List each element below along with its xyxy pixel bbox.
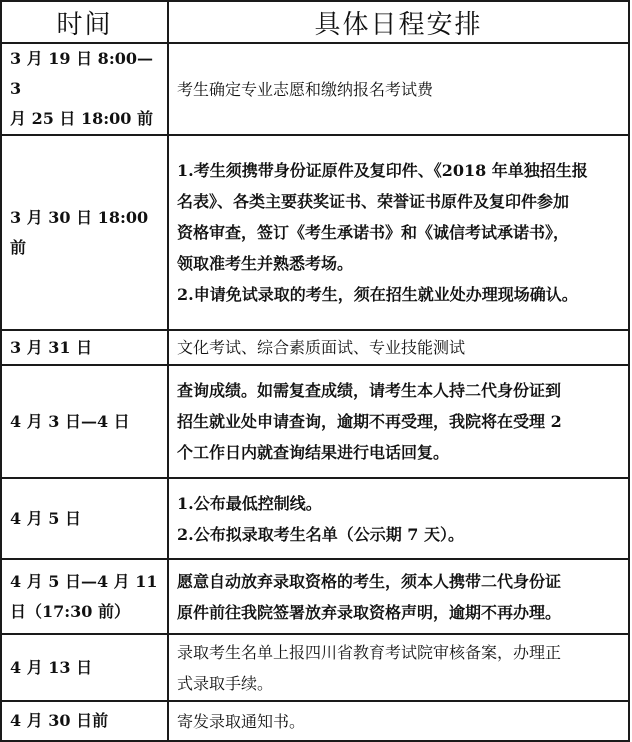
table-row <box>1 701 629 741</box>
desc-cell <box>168 701 629 741</box>
header-time: 时间 <box>1 1 168 43</box>
desc-text: 1.考生须携带身份证原件及复印件、《2018 年单独招生报 <box>177 161 588 180</box>
time-text: 4 月 13 日 <box>10 657 93 677</box>
desc-text: 原件前往我院签署放弃录取资格声明，逾期不再办理。 <box>177 602 562 622</box>
desc-cell <box>168 330 629 365</box>
header-schedule: 具体日程安排 <box>168 1 629 43</box>
desc-cell <box>168 634 629 701</box>
desc-text: 领取准考生并熟悉考场。 <box>177 254 354 273</box>
desc-text: 式录取手续。 <box>177 673 274 693</box>
desc-text: 名表》、各类主要获奖证书、荣誉证书原件及复印件参加 <box>177 192 570 211</box>
table-row <box>1 330 629 365</box>
desc-text: 考生确定专业志愿和缴纳报名考试费 <box>177 79 434 99</box>
time-text: 4 月 5 日—4 月 11 <box>10 571 158 591</box>
time-cell <box>1 135 168 330</box>
time-text: 4 月 5 日 <box>10 508 81 528</box>
time-text: 月 25 日 18:00 前 <box>10 109 153 128</box>
desc-cell <box>168 135 629 330</box>
desc-cell <box>168 43 629 135</box>
time-text: 3 月 31 日 <box>10 337 93 357</box>
desc-text: 资格审查，签订《考生承诺书》和《诚信考试承诺书》， <box>177 223 570 242</box>
desc-cell <box>168 478 629 559</box>
time-text: 日（17:30 前） <box>10 601 131 621</box>
header-row <box>1 1 629 43</box>
time-cell <box>1 365 168 478</box>
time-text: 4 月 3 日—4 日 <box>10 411 130 431</box>
table-row <box>1 559 629 634</box>
desc-text: 招生就业处申请查询，逾期不再受理，我院将在受理 2 <box>177 412 562 431</box>
table-row <box>1 135 629 330</box>
desc-text: 1.公布最低控制线。 <box>177 493 322 513</box>
desc-text: 文化考试、综合素质面试、专业技能测试 <box>177 338 466 357</box>
time-text: 3 月 19 日 8:00—3 <box>10 49 153 98</box>
desc-text: 个工作日内就查询结果进行电话回复。 <box>177 443 450 462</box>
desc-text: 2.申请免试录取的考生，须在招生就业处办理现场确认。 <box>177 285 578 304</box>
time-cell <box>1 330 168 365</box>
desc-text: 寄发录取通知书。 <box>177 711 306 731</box>
desc-text: 录取考生名单上报四川省教育考试院审核备案，办理正 <box>177 642 562 662</box>
desc-cell <box>168 365 629 478</box>
desc-cell <box>168 559 629 634</box>
desc-text: 查询成绩。如需复查成绩，请考生本人持二代身份证到 <box>177 381 562 400</box>
time-cell <box>1 559 168 634</box>
time-text: 4 月 30 日前 <box>10 711 109 730</box>
table-row <box>1 43 629 135</box>
desc-text: 2.公布拟录取考生名单（公示期 7 天）。 <box>177 524 464 544</box>
time-cell <box>1 634 168 701</box>
time-cell <box>1 43 168 135</box>
desc-text: 愿意自动放弃录取资格的考生，须本人携带二代身份证 <box>177 571 562 591</box>
table-row <box>1 365 629 478</box>
time-cell <box>1 478 168 559</box>
time-cell <box>1 701 168 741</box>
table-row <box>1 634 629 701</box>
table-row <box>1 478 629 559</box>
time-text: 3 月 30 日 18:00 前 <box>10 207 149 257</box>
